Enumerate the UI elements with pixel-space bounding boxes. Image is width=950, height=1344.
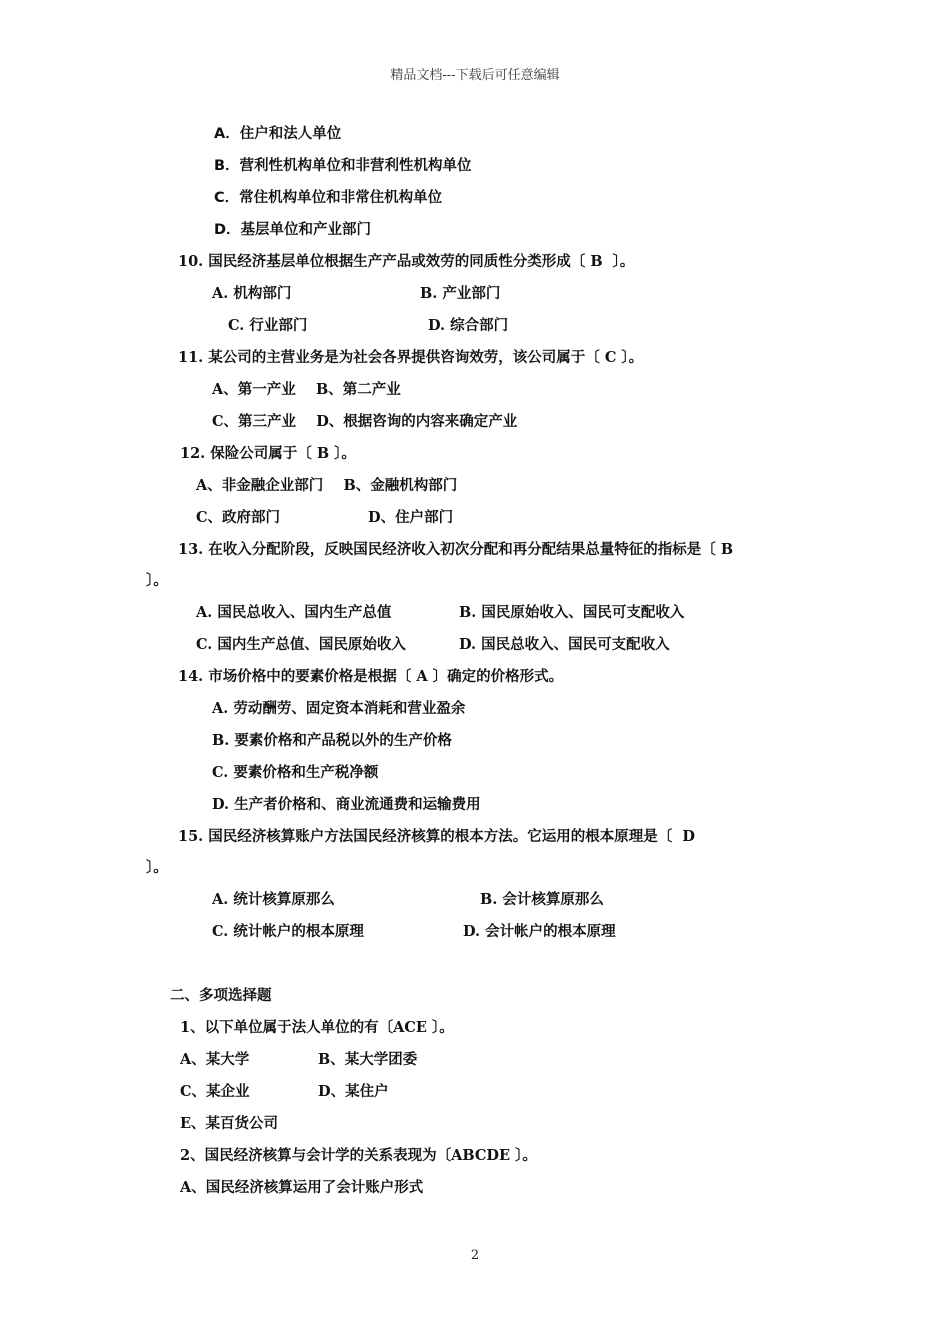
question-line: 13. 在收入分配阶段，反映国民经济收入初次分配和再分配结果总量特征的指标是〔 B [178, 541, 734, 558]
option-line: A. 统计核算原那么 [212, 891, 335, 908]
page-number: 2 [470, 1248, 480, 1263]
question-line: 12. 保险公司属于〔 B 〕。 [180, 445, 356, 462]
option-line: C. 行业部门 [228, 317, 308, 334]
option-line: B. 产业部门 [420, 285, 501, 302]
option-line: B．营利性机构单位和非营利性机构单位 [214, 158, 472, 174]
page-header: 精品文档---下载后可任意编辑 [390, 68, 560, 83]
option-line: B. 国民原始收入、国民可支配收入 [459, 604, 685, 621]
option-line: D. 国民总收入、国民可支配收入 [459, 636, 670, 653]
option-line: D. 会计帐户的根本原理 [463, 923, 616, 940]
option-line: C、某企业 [180, 1083, 250, 1100]
option-line: C. 国内生产总值、国民原始收入 [196, 636, 406, 653]
option-line: A、国民经济核算运用了会计账户形式 [180, 1179, 424, 1196]
question-line: 2、国民经济核算与会计学的关系表现为〔ABCDE 〕。 [180, 1147, 537, 1164]
option-line: A. 国民总收入、国内生产总值 [196, 604, 392, 621]
option-line: E、某百货公司 [180, 1115, 279, 1132]
option-line: C、第三产业 D、根据咨询的内容来确定产业 [212, 413, 518, 430]
question-line-wrap: 〕。 [146, 859, 168, 876]
option-line: C. 要素价格和生产税净额 [212, 764, 379, 781]
question-line: 1、以下单位属于法人单位的有〔ACE 〕。 [180, 1019, 454, 1036]
option-line: B. 会计核算原那么 [480, 891, 604, 908]
option-line: A. 劳动酬劳、固定资本消耗和营业盈余 [212, 700, 466, 717]
option-line: A．住户和法人单位 [214, 126, 342, 142]
option-line: D、某住户 [318, 1083, 389, 1100]
option-line: A. 机构部门 [212, 285, 292, 302]
option-line: B. 要素价格和产品税以外的生产价格 [212, 732, 452, 749]
option-line: A、非金融企业部门 B、金融机构部门 [196, 477, 458, 494]
option-line: D. 综合部门 [428, 317, 509, 334]
option-line: D．基层单位和产业部门 [214, 222, 372, 238]
option-line: C、政府部门 [196, 509, 281, 526]
option-line: B、某大学团委 [318, 1051, 418, 1068]
question-line: 14. 市场价格中的要素价格是根据〔 A 〕确定的价格形式。 [178, 668, 564, 685]
option-line: A、某大学 [180, 1051, 250, 1068]
question-line: 15. 国民经济核算账户方法国民经济核算的根本方法。它运用的根本原理是〔 D [178, 828, 695, 845]
option-line: A、第一产业 B、第二产业 [212, 381, 401, 398]
option-line: C. 统计帐户的根本原理 [212, 923, 364, 940]
section-heading: 二、多项选择题 [170, 987, 272, 1004]
option-line: D. 生产者价格和、商业流通费和运输费用 [212, 796, 481, 813]
question-line-wrap: 〕。 [146, 572, 168, 589]
question-line: 10. 国民经济基层单位根据生产产品或效劳的同质性分类形成〔 B 〕。 [178, 253, 635, 270]
option-line: D、住户部门 [368, 509, 454, 526]
option-line: C．常住机构单位和非常住机构单位 [214, 190, 443, 206]
question-line: 11. 某公司的主营业务是为社会各界提供咨询效劳，该公司属于〔 C 〕。 [178, 349, 644, 366]
